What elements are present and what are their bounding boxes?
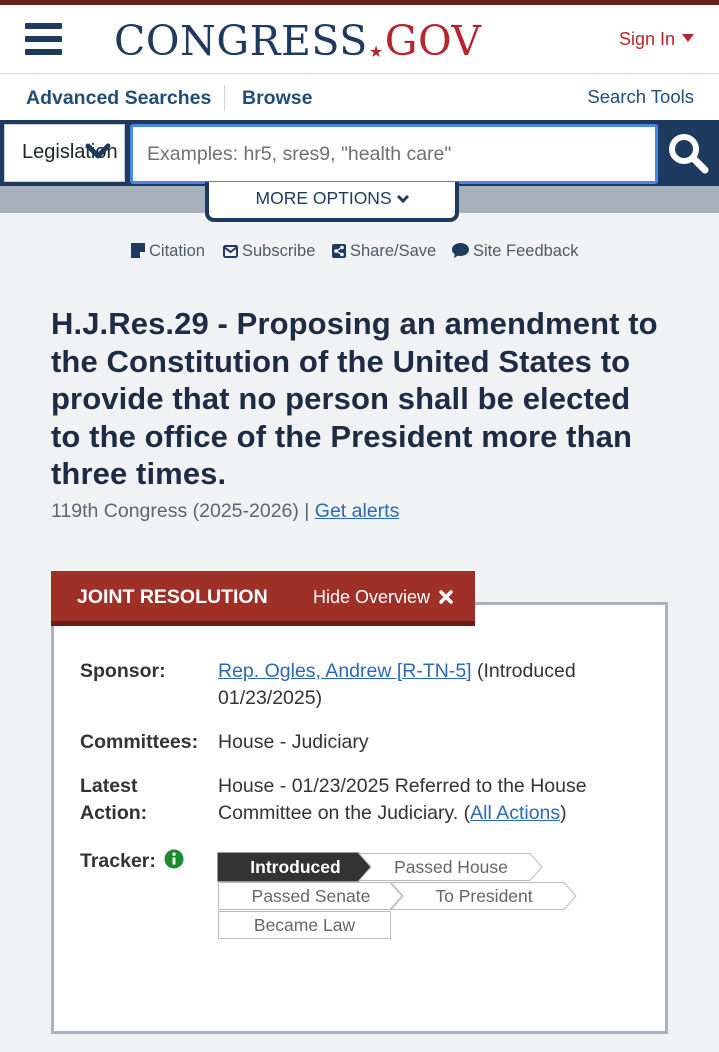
logo-text-gov: GOV [384, 17, 482, 65]
latest-action-label [80, 773, 147, 827]
more-options-button[interactable] [205, 182, 459, 222]
citation-link[interactable] [131, 242, 205, 261]
tracker-step-became-law [218, 911, 391, 939]
tracker-step-label: Passed Senate [251, 886, 371, 906]
nav-divider [224, 85, 225, 111]
latest-action-text: House - 01/23/2025 Referred to the House Committee on the Judiciary. [218, 775, 587, 824]
hide-overview-label: Hide Overview [313, 587, 431, 607]
search-icon [662, 128, 714, 178]
logo-star-icon: ★ [368, 42, 384, 61]
search-button[interactable] [662, 128, 714, 178]
sponsor-value [218, 658, 638, 712]
congress-info [51, 500, 399, 523]
overview-tab [51, 571, 475, 626]
close-icon [439, 590, 453, 604]
tracker-step-passed-senate [218, 882, 404, 910]
envelope-icon [223, 245, 238, 258]
tracker-step-passed-house [358, 853, 544, 881]
citation-icon [131, 243, 145, 258]
committees-label: Committees: [80, 731, 199, 753]
tracker-label: Tracker: [80, 850, 156, 872]
logo-text-congress: CONGRESS [114, 17, 368, 65]
tracker-step-label: Became Law [253, 915, 356, 935]
sponsor-introduced: (Introduced 01/23/2025) [218, 660, 576, 709]
all-actions-paren-open: ( [463, 802, 471, 824]
latest-action-label-line1: Latest [80, 775, 138, 797]
citation-label: Citation [149, 242, 205, 260]
share-save-link[interactable] [332, 242, 436, 261]
tracker-step-to-president [390, 882, 578, 910]
more-options-label: MORE OPTIONS [255, 188, 392, 208]
page-title: H.J.Res.29 - Proposing an amendment to the Constitution of the United States to provide that no person shall be elected to the office of the President more than three times. [51, 306, 658, 491]
hide-overview-button[interactable] [313, 587, 453, 608]
nav-browse[interactable]: Browse [242, 87, 313, 109]
share-icon [332, 244, 346, 258]
chevron-down-icon [85, 142, 111, 162]
search-input[interactable] [130, 124, 658, 184]
subscribe-label: Subscribe [242, 242, 316, 260]
tracker-label-row [80, 848, 184, 875]
get-alerts-link[interactable]: Get alerts [314, 500, 400, 522]
latest-action-label-line2: Action: [80, 802, 148, 824]
tracker-step-label: Passed House [394, 857, 508, 877]
main-nav [0, 75, 719, 120]
site-feedback-link[interactable] [452, 242, 578, 261]
sponsor-label: Sponsor: [80, 660, 166, 682]
bill-tracker [218, 853, 578, 943]
committees-value: House - Judiciary [218, 731, 369, 753]
chevron-down-icon [397, 194, 409, 204]
sign-in-button[interactable] [619, 29, 694, 50]
latest-action-value [218, 773, 628, 827]
site-feedback-label: Site Feedback [473, 242, 579, 260]
info-icon[interactable] [164, 849, 184, 869]
tracker-step-introduced [218, 853, 373, 881]
tracker-step-label: Introduced [250, 857, 341, 877]
menu-icon[interactable] [25, 23, 62, 55]
caret-down-icon [682, 34, 694, 43]
search-scope-value: Legislation [22, 141, 118, 163]
all-actions-link[interactable]: All Actions [470, 802, 561, 824]
congress-session: 119th Congress (2025-2026) | [51, 500, 310, 522]
sponsor-link[interactable]: Rep. Ogles, Andrew [R-TN-5] [218, 660, 472, 682]
tracker-step-label: To President [435, 886, 533, 906]
congress-gov-logo[interactable] [114, 17, 481, 65]
resolution-type-label: JOINT RESOLUTION [77, 586, 268, 608]
site-header [0, 5, 719, 74]
nav-search-tools[interactable]: Search Tools [587, 86, 694, 107]
bill-utilities [0, 242, 719, 264]
search-scope-select[interactable] [4, 124, 125, 182]
sign-in-label: Sign In [618, 29, 675, 49]
all-actions-paren-close: ) [560, 802, 567, 824]
share-save-label: Share/Save [350, 242, 437, 260]
nav-advanced-searches[interactable]: Advanced Searches [26, 87, 212, 109]
comment-icon [452, 243, 469, 258]
subscribe-link[interactable] [223, 242, 315, 261]
